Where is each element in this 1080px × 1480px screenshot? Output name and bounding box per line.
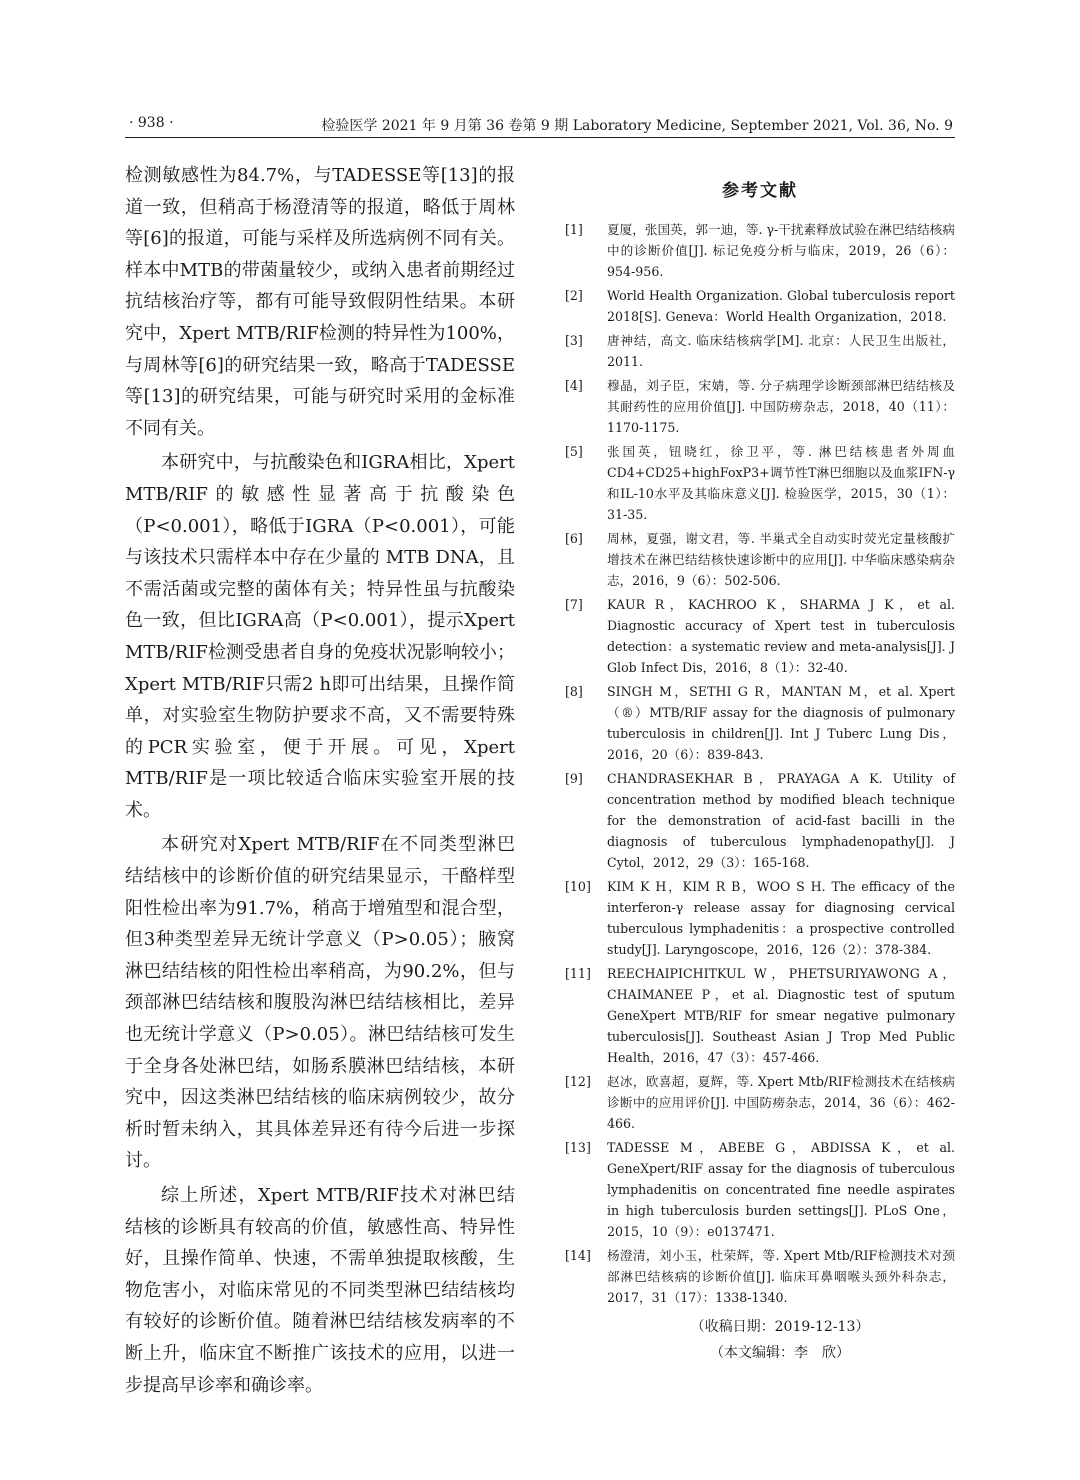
reference-number: [12] [565, 1074, 591, 1089]
reference-number: [14] [565, 1248, 591, 1263]
body-text-column [125, 160, 515, 1404]
reference-item [565, 1071, 955, 1134]
reference-item [565, 441, 955, 525]
reference-text: 周林，夏强，谢文君，等. 半巢式全自动实时荧光定量核酸扩增技术在淋巴结结核快速诊断中的应用[J]. 中华临床感染病杂志，2016，9（6）：502-506. [607, 531, 955, 588]
references-title: 参考文献 [722, 181, 798, 201]
reference-text: KIM K H，KIM R B，WOO S H. The efficacy of the interferon-γ release assay for diagnosing cervical tuberculous lymphadenitis：a prospective controlled study[J]. Laryngoscope，2016，126（2）：378-384. [607, 879, 955, 957]
reference-text: 杨澄清，刘小玉，杜荣辉，等. Xpert Mtb/RIF检测技术对颈部淋巴结核病的诊断价值[J]. 临床耳鼻咽喉头颈外科杂志，2017，31（17）：1338-1340. [607, 1248, 955, 1305]
body-paragraph: 检测敏感性为84.7%，与TADESSE等[13]的报道一致，但稍高于杨澄清等的报道，略低于周林等[6]的报道，可能与采样及所选病例不同有关。样本中MTB的带菌量较少，或纳入患者前期经过抗结核治疗等，都有可能导致假阴性结果。本研究中，Xpert MTB/RIF检测的特异性为100%，与周林等[6]的研究结果一致，略高于TADESSE等[13]的研究结果，可能与研究时采用的金标准不同有关。 [125, 165, 515, 439]
body-paragraph: 本研究对Xpert MTB/RIF在不同类型淋巴结结核中的诊断价值的研究结果显示，干酪样型阳性检出率为91.7%，稍高于增殖型和混合型，但3种类型差异无统计学意义（P>0.05）；腋窝淋巴结结核的阳性检出率稍高，为90.2%，但与颈部淋巴结结核和腹股沟淋巴结结核相比，差异也无统计学意义（P>0.05）。淋巴结结核可发生于全身各处淋巴结，如肠系膜淋巴结结核，本研究中，因这类淋巴结结核的临床病例较少，故分析时暂未纳入，其具体差异还有待今后进一步探讨。 [125, 834, 515, 1172]
reference-number: [3] [565, 333, 583, 348]
reference-item [565, 963, 955, 1068]
reference-text: 唐神结，高文. 临床结核病学[M]. 北京：人民卫生出版社，2011. [607, 333, 955, 369]
reference-number: [11] [565, 966, 591, 981]
references-column [565, 176, 955, 1366]
reference-text: SINGH M，SETHI G R，MANTAN M，et al. Xpert（®）MTB/RIF assay for the diagnosis of pulmonary tuberculosis in children[J]. Int J Tuberc Lung Dis，2016，20（6）：839-843. [607, 684, 955, 762]
reference-item [565, 285, 955, 327]
page-number: · 938 · [129, 115, 174, 131]
reference-number: [1] [565, 222, 583, 237]
reference-text: 夏厦，张国英，郭一迪，等. γ-干扰素释放试验在淋巴结结核病中的诊断价值[J]. 标记免疫分析与临床，2019，26（6）：954-956. [607, 222, 955, 279]
journal-running-head: 检验医学 2021 年 9 月第 36 卷第 9 期 Laboratory Medicine, September 2021, Vol. 36, No. 9 [321, 118, 953, 134]
reference-number: [5] [565, 444, 583, 459]
reference-text: 张国英，钮晓红，徐卫平，等. 淋巴结核患者外周血CD4+CD25+highFoxP3+调节性T淋巴细胞以及血浆IFN-γ和IL-10水平及其临床意义[J]. 检验医学，2015，30（1）：31-35. [607, 444, 955, 522]
editor-credit: （本文编辑：李 欣） [710, 1345, 850, 1361]
reference-text: TADESSE M，ABEBE G，ABDISSA K，et al. GeneXpert/RIF assay for the diagnosis of tuberculous lymphadenitis on concentrated fine needle aspirates in high tuberculosis burden settings[J]. PLoS One，2015，10（9）：e0137471. [607, 1140, 955, 1239]
reference-item [565, 681, 955, 765]
page-header [125, 113, 955, 138]
reference-item [565, 1245, 955, 1308]
reference-text: 赵冰，欧喜超，夏辉，等. Xpert Mtb/RIF检测技术在结核病诊断中的应用评价[J]. 中国防痨杂志，2014，36（6）：462-466. [607, 1074, 955, 1131]
reference-number: [13] [565, 1140, 591, 1155]
reference-text: CHANDRASEKHAR B，PRAYAGA A K. Utility of concentration method by modified bleach technique for the demonstration of acid-fast bacilli in the diagnosis of tuberculous lymphadenopathy[J]. J Cytol，2012，29（3）：165-168. [607, 771, 955, 870]
reference-text: 穆晶，刘子臣，宋婧，等. 分子病理学诊断颈部淋巴结结核及其耐药性的应用价值[J]. 中国防痨杂志，2018，40（11）：1170-1175. [607, 378, 955, 435]
body-paragraph: 本研究中，与抗酸染色和IGRA相比，Xpert MTB/RIF的敏感性显著高于抗酸染色（P<0.001），略低于IGRA（P<0.001），可能与该技术只需样本中存在少量的 MTB DNA，且不需活菌或完整的菌体有关；特异性虽与抗酸染色一致，但比IGRA高（P<0.001），提示Xpert MTB/RIF检测受患者自身的免疫状况影响较小；Xpert MTB/RIF只需2 h即可出结果，且操作简单，对实验室生物防护要求不高，又不需要特殊的PCR实验室，便于开展。可见，Xpert MTB/RIF是一项比较适合临床实验室开展的技术。 [125, 452, 515, 821]
reference-number: [6] [565, 531, 583, 546]
reference-item [565, 330, 955, 372]
reference-item [565, 594, 955, 678]
reference-item [565, 768, 955, 873]
reference-item [565, 528, 955, 591]
reference-number: [2] [565, 288, 583, 303]
received-date: （收稿日期：2019-12-13） [690, 1319, 870, 1335]
reference-item [565, 219, 955, 282]
body-paragraph: 综上所述，Xpert MTB/RIF技术对淋巴结结核的诊断具有较高的价值，敏感性高、特异性好，且操作简单、快速，不需单独提取核酸，生物危害小，对临床常见的不同类型淋巴结结核均有较好的诊断价值。随着淋巴结结核发病率的不断上升，临床宜不断推广该技术的应用，以进一步提高早诊率和确诊率。 [125, 1185, 515, 1396]
reference-number: [8] [565, 684, 583, 699]
reference-number: [10] [565, 879, 591, 894]
reference-text: KAUR R，KACHROO K，SHARMA J K，et al. Diagnostic accuracy of Xpert test in tuberculosis detection：a systematic review and meta-analysis[J]. J Glob Infect Dis，2016，8（1）：32-40. [607, 597, 955, 675]
reference-number: [9] [565, 771, 583, 786]
reference-text: REECHAIPICHITKUL W，PHETSURIYAWONG A，CHAIMANEE P，et al. Diagnostic test of sputum GeneXpert MTB/RIF for smear negative pulmonary tuberculosis[J]. Southeast Asian J Trop Med Public Health，2016，47（3）：457-466. [607, 966, 955, 1065]
reference-item [565, 1137, 955, 1242]
reference-item [565, 375, 955, 438]
reference-number: [7] [565, 597, 583, 612]
reference-number: [4] [565, 378, 583, 393]
reference-item [565, 876, 955, 960]
reference-text: World Health Organization. Global tuberculosis report 2018[S]. Geneva：World Health Organization，2018. [607, 288, 955, 324]
